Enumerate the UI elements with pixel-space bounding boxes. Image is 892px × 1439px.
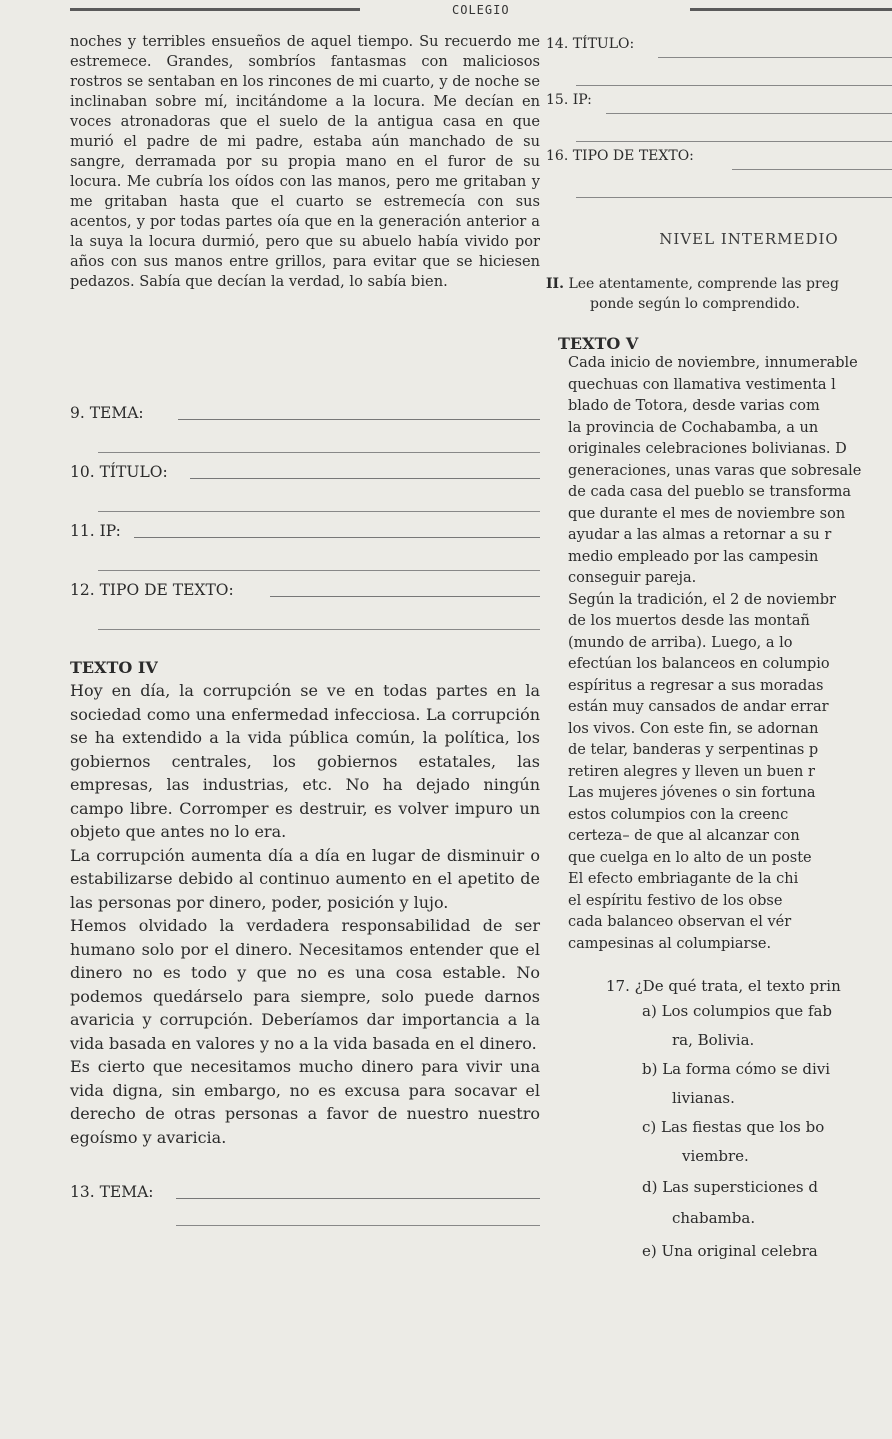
text5-line: ayudar a las almas a retornar a su r bbox=[568, 527, 832, 543]
text4-body bbox=[70, 679, 540, 1149]
instruction bbox=[546, 274, 892, 314]
option-c-cont: viembre. bbox=[682, 1147, 749, 1165]
option-d-cont: chabamba. bbox=[672, 1209, 756, 1227]
answer-line[interactable] bbox=[190, 478, 540, 479]
answer-line-continuation[interactable] bbox=[98, 428, 540, 453]
school-title: COLEGIO bbox=[452, 3, 510, 17]
answer-line[interactable] bbox=[606, 113, 892, 114]
text4-paragraph: Hoy en día, la corrupción se ve en todas partes en la sociedad como una enfermedad infecciosa. La corrupción se ha extendido a la vida pública común, la política, los gobiernos centrales, los gobiernos estatales, las empresas, las industrias, etc. No ha dejado ningún campo libre. Corromper es destruir, es volver impuro un objeto que antes no lo era. bbox=[70, 681, 540, 841]
text5-line: originales celebraciones bolivianas. D bbox=[568, 441, 847, 457]
header-rule-right bbox=[690, 8, 892, 11]
text5-line: (mundo de arriba). Luego, a lo bbox=[568, 634, 793, 651]
text5-line: Las mujeres jóvenes o sin fortuna bbox=[568, 785, 816, 801]
question-9 bbox=[70, 394, 540, 428]
page-header bbox=[0, 0, 892, 30]
text5-line: de los muertos desde las montañ bbox=[568, 613, 810, 629]
question-label: 13. TEMA: bbox=[70, 1183, 154, 1201]
answer-line[interactable] bbox=[576, 197, 892, 198]
question-label: 10. TÍTULO: bbox=[70, 463, 168, 481]
text5-line: blado de Totora, desde varias com bbox=[568, 398, 820, 414]
text5-line: el espíritu festivo de los obse bbox=[568, 892, 783, 909]
level-heading: NIVEL INTERMEDIO bbox=[659, 230, 839, 248]
text5-line: de telar, banderas y serpentinas p bbox=[568, 742, 819, 758]
question-label: 12. TIPO DE TEXTO: bbox=[70, 581, 234, 599]
text5-line: generaciones, unas varas que sobresale bbox=[568, 462, 862, 479]
text4-heading: TEXTO IV bbox=[70, 658, 158, 677]
question-13 bbox=[70, 1173, 540, 1207]
instruction-line bbox=[546, 274, 892, 294]
questions-text3 bbox=[70, 394, 540, 630]
text5-heading: TEXTO V bbox=[558, 334, 639, 353]
text5-line: Según la tradición, el 2 de noviembr bbox=[568, 591, 836, 608]
answer-line-continuation[interactable] bbox=[546, 176, 892, 204]
option-b[interactable]: b) La forma cómo se divi bbox=[642, 1060, 831, 1078]
text5-line: campesinas al columpiarse. bbox=[568, 935, 772, 952]
question-14 bbox=[546, 36, 892, 64]
option-b-cont: livianas. bbox=[672, 1089, 735, 1107]
text5-line: que durante el mes de noviembre son bbox=[568, 505, 846, 522]
instruction-text: Lee atentamente, comprende las preg bbox=[568, 276, 839, 292]
left-column bbox=[70, 32, 540, 1226]
questions-text4-right bbox=[546, 36, 892, 204]
question-label: 16. TIPO DE TEXTO: bbox=[546, 148, 694, 164]
text5-body bbox=[546, 353, 892, 955]
text3-paragraph: noches y terribles ensueños de aquel tiempo. Su recuerdo me estremece. Grandes, sombríos fantasmas con maliciosos rostros se sentaban en los rincones de mi cuarto, y de noche se inclinaban sobre mí, incitándome a la locura. Me decían en voces atronadoras que el suelo de la antigua casa en que murió el padre de mi padre, estaba aún manchado de su sangre, derramada por su propia mano en el furor de su locura. Me cubría los oídos con las manos, pero me gritaban y me gritaban hasta que el cuarto se estremecía con sus acentos, y por todas partes oía que en la generación anterior a la suya la locura durmió, pero que su abuelo había vivido por años con sus manos entre grillos, para evitar que se hiciesen pedazos. Sabía que decían la verdad, lo sabía bien. bbox=[70, 33, 540, 290]
question-10 bbox=[70, 453, 540, 487]
answer-line-continuation[interactable] bbox=[546, 64, 892, 92]
question-17: 17. ¿De qué trata, el texto prin bbox=[606, 977, 841, 995]
question-12 bbox=[70, 571, 540, 605]
text5-line: espíritus a regresar a sus moradas bbox=[568, 677, 824, 694]
answer-line-continuation[interactable] bbox=[176, 1207, 540, 1226]
answer-line[interactable] bbox=[178, 419, 540, 420]
option-e[interactable]: e) Una original celebra bbox=[642, 1242, 818, 1260]
text5-line: están muy cansados de andar errar bbox=[568, 699, 829, 715]
question-label: 11. IP: bbox=[70, 522, 121, 540]
text5-line: cada balanceo observan el vér bbox=[568, 914, 792, 930]
answer-line[interactable] bbox=[176, 1198, 540, 1199]
text5-line: quechuas con llamativa vestimenta l bbox=[568, 376, 836, 393]
question-label: 9. TEMA: bbox=[70, 404, 144, 422]
text5-line: medio empleado por las campesin bbox=[568, 548, 819, 565]
answer-line-continuation[interactable] bbox=[98, 546, 540, 571]
text5-line: que cuelga en lo alto de un poste bbox=[568, 849, 812, 866]
text4-paragraph: La corrupción aumenta día a día en lugar de disminuir o estabilizarse debido al continuo aumento en el apetito de las personas por dinero, poder, posición y lujo. bbox=[70, 845, 540, 912]
answer-line-continuation[interactable] bbox=[98, 605, 540, 630]
question-15 bbox=[546, 92, 892, 120]
question-16 bbox=[546, 148, 892, 176]
text4-paragraph: Hemos olvidado la verdadera responsabilidad de ser humano solo por el dinero. Necesitamos entender que el dinero no es todo y que no es una cosa estable. No podemos quedárselo para siempre, solo puede darnos avaricia y corrupción. Deberíamos dar importancia a la vida basada en valores y no a la vida basada en el dinero. bbox=[70, 916, 540, 1053]
text5-line: los vivos. Con este fin, se adornan bbox=[568, 720, 819, 737]
text5-line: de cada casa del pueblo se transforma bbox=[568, 484, 852, 500]
option-a[interactable]: a) Los columpios que fab bbox=[642, 1002, 833, 1020]
answer-line-continuation[interactable] bbox=[98, 487, 540, 512]
text5-line: Cada inicio de noviembre, innumerable bbox=[568, 355, 858, 371]
right-column bbox=[546, 32, 892, 1263]
answer-line[interactable] bbox=[576, 141, 892, 142]
option-c[interactable]: c) Las fiestas que los bo bbox=[642, 1118, 825, 1136]
text5-line: conseguir pareja. bbox=[568, 570, 697, 586]
text5-line: retiren alegres y lleven un buen r bbox=[568, 763, 815, 780]
question-label: 15. IP: bbox=[546, 92, 592, 108]
question-17-options bbox=[546, 1000, 892, 1263]
answer-line[interactable] bbox=[576, 85, 892, 86]
option-d[interactable]: d) Las supersticiones d bbox=[642, 1178, 818, 1196]
instruction-number: II. bbox=[546, 276, 564, 292]
answer-line[interactable] bbox=[134, 537, 540, 538]
option-a-cont: ra, Bolivia. bbox=[672, 1031, 755, 1049]
answer-line[interactable] bbox=[732, 169, 892, 170]
text5-line: efectúan los balanceos en columpio bbox=[568, 656, 830, 672]
answer-line-continuation[interactable] bbox=[546, 120, 892, 148]
header-rule-left bbox=[70, 8, 360, 11]
text5-line: estos columpios con la creenc bbox=[568, 806, 789, 823]
instruction-text-2: ponde según lo comprendido. bbox=[590, 296, 800, 312]
text4-paragraph: Es cierto que necesitamos mucho dinero para vivir una vida digna, sin embargo, no es excusa para socavar el derecho de otras personas a favor de nuestro nuestro egoísmo y avaricia. bbox=[70, 1057, 540, 1147]
text5-line: la provincia de Cochabamba, a un bbox=[568, 419, 819, 436]
question-label: 14. TÍTULO: bbox=[546, 36, 635, 52]
answer-line[interactable] bbox=[658, 57, 892, 58]
text5-line: El efecto embriagante de la chi bbox=[568, 871, 799, 887]
answer-line[interactable] bbox=[270, 596, 540, 597]
text5-line: certeza– de que al alcanzar con bbox=[568, 828, 800, 844]
question-11 bbox=[70, 512, 540, 546]
